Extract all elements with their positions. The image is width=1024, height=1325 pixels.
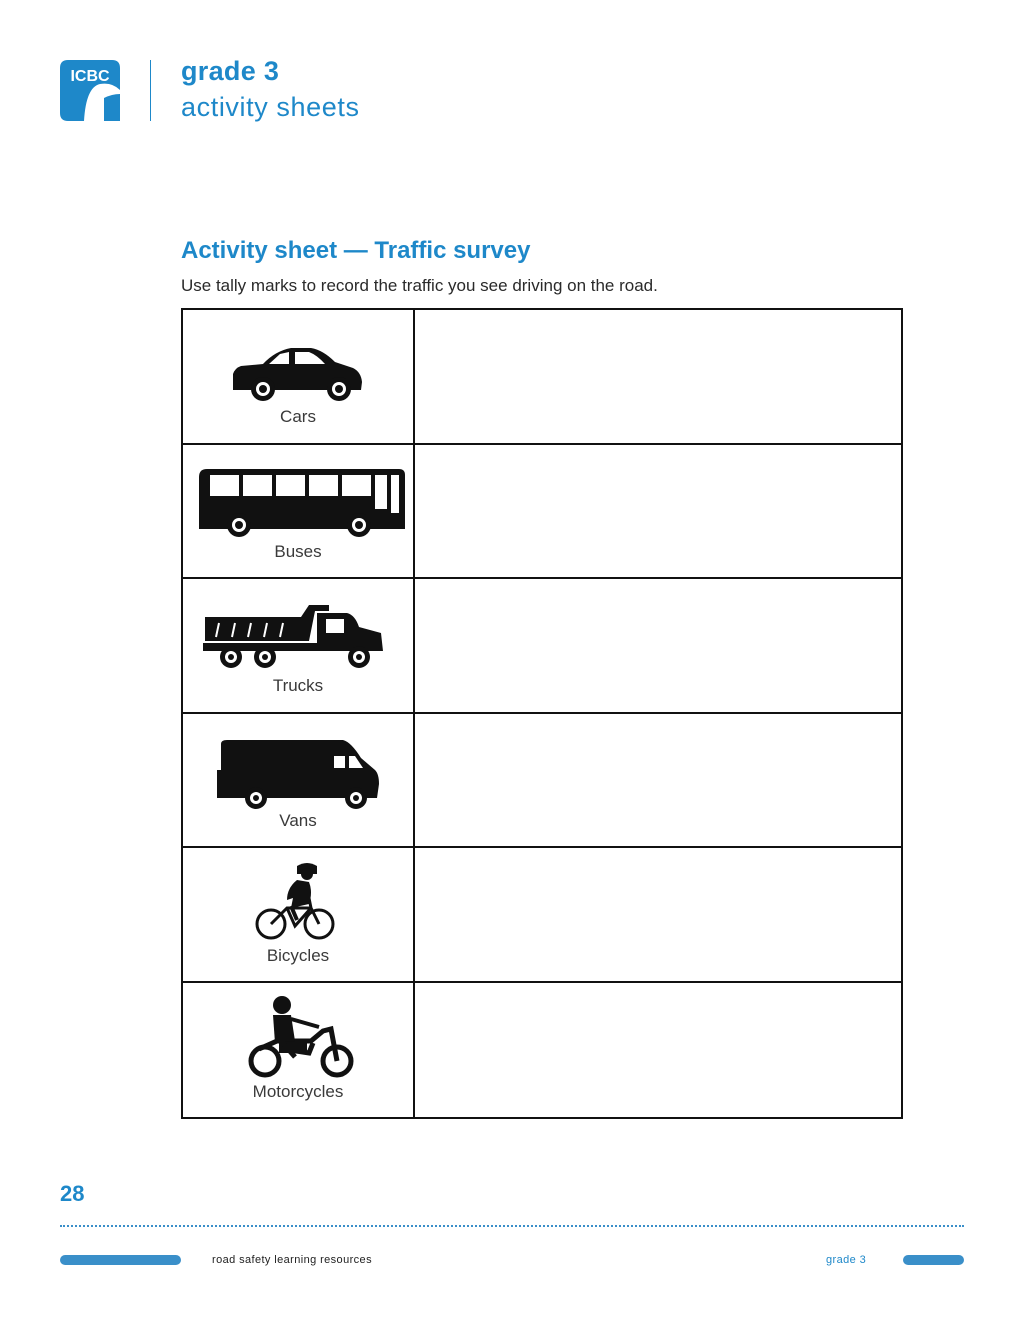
vehicle-label: Trucks bbox=[272, 676, 324, 695]
survey-row-cars bbox=[183, 310, 901, 445]
tally-cell-buses[interactable] bbox=[415, 445, 901, 578]
footer-grade: grade 3 bbox=[826, 1254, 867, 1266]
vehicle-label: Bicycles bbox=[266, 946, 330, 965]
tally-cell-bicycles[interactable] bbox=[415, 848, 901, 981]
survey-row-motorcycles bbox=[183, 983, 901, 1118]
survey-row-bicycles bbox=[183, 848, 901, 983]
vehicle-cell bbox=[183, 310, 415, 443]
footer-bar-left bbox=[60, 1255, 181, 1265]
survey-row-trucks bbox=[183, 579, 901, 714]
vehicle-cell bbox=[183, 983, 415, 1118]
page-number: 28 bbox=[60, 1181, 85, 1206]
vehicle-cell bbox=[183, 445, 415, 578]
tally-cell-motorcycles[interactable] bbox=[415, 983, 901, 1118]
vehicle-label: Cars bbox=[280, 407, 316, 426]
vehicle-label: Motorcycles bbox=[252, 1081, 344, 1101]
sheet-instructions: Use tally marks to record the traffic you see driving on the road. bbox=[181, 276, 658, 295]
survey-row-vans bbox=[183, 714, 901, 849]
survey-row-buses bbox=[183, 445, 901, 580]
traffic-survey-table bbox=[181, 308, 903, 1119]
tally-cell-trucks[interactable] bbox=[415, 579, 901, 712]
vehicle-cell bbox=[183, 848, 415, 981]
icbc-logo bbox=[60, 60, 120, 121]
header-divider bbox=[150, 60, 151, 121]
tally-cell-cars[interactable] bbox=[415, 310, 901, 443]
sheet-title: Activity sheet — Traffic survey bbox=[181, 237, 531, 264]
footer-divider bbox=[60, 1225, 964, 1227]
footer-bar-right bbox=[903, 1255, 964, 1265]
vehicle-cell bbox=[183, 579, 415, 712]
header-title: grade 3 bbox=[181, 56, 280, 86]
footer-resource-title: road safety learning resources bbox=[212, 1254, 372, 1266]
vehicle-label: Vans bbox=[279, 810, 317, 830]
vehicle-cell bbox=[183, 714, 415, 847]
vehicle-label: Buses bbox=[274, 541, 322, 561]
tally-cell-vans[interactable] bbox=[415, 714, 901, 847]
header-subtitle: activity sheets bbox=[181, 92, 360, 122]
svg-text:ICBC: ICBC bbox=[70, 68, 110, 85]
